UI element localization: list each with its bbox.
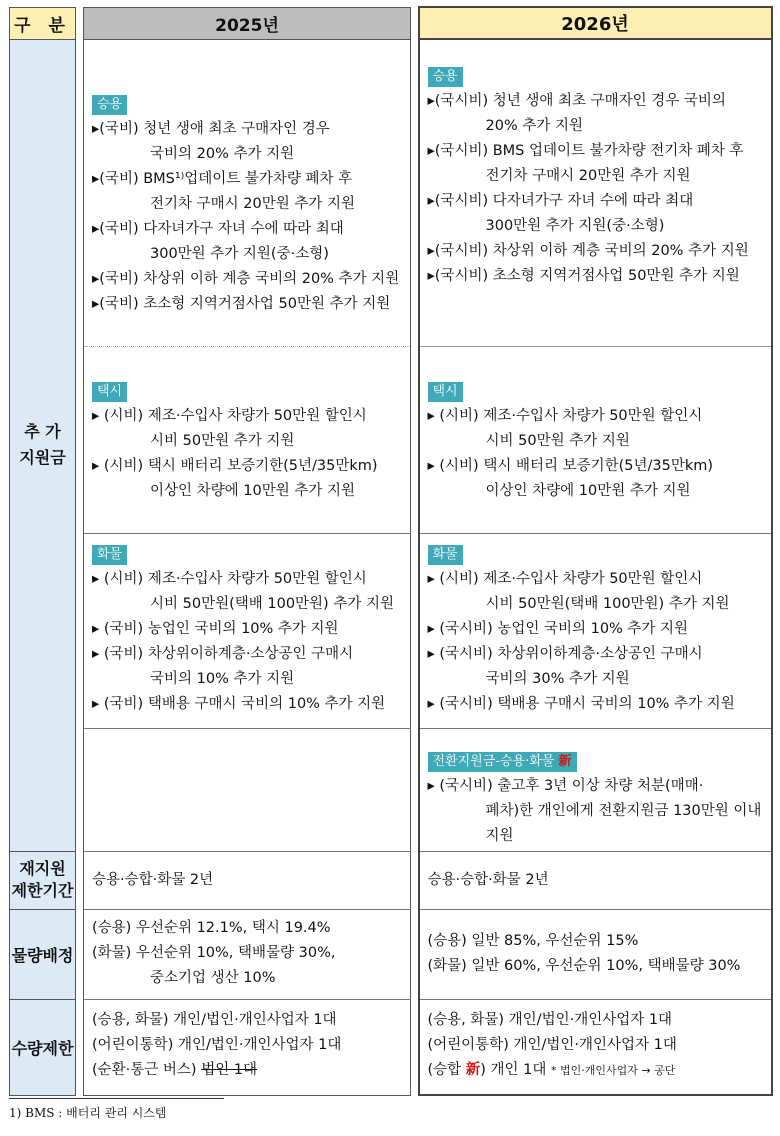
- bullet-item: [92, 217, 402, 267]
- footnote-divider: [9, 1098, 224, 1099]
- bullet-item: [428, 774, 763, 849]
- bullet-continuation: 전기차 구매시 20만원 추가 지원: [485, 168, 691, 184]
- header-2025: 2025년: [84, 7, 411, 39]
- category-period: 재지원 제한기간: [10, 851, 76, 909]
- bullet-line: ▸ (국비) 농업인 국비의 10% 추가 지원: [92, 620, 339, 637]
- bullet-line: ▸(국비) 다자녀가구 자녀 수에 따라 최대: [92, 220, 344, 237]
- header-category: 구 분: [10, 7, 76, 39]
- bullet-continuation: 국비의 30% 추가 지원: [485, 670, 630, 687]
- header-2026: 2026년: [419, 7, 772, 39]
- bullet-continuation: 시비 50만원(택배 100만원) 추가 지원: [150, 595, 394, 612]
- section-tag: 화물: [92, 545, 127, 565]
- bullet-line: ▸ (시비) 택시 배터리 보증기한(5년/35만km): [92, 457, 378, 474]
- limit-2026-line: (승용, 화물) 개인/법인·개인사업자 1대: [427, 1011, 673, 1028]
- limit-2025-line: (순환·통근 버스) 법인 1대: [92, 1061, 258, 1078]
- allocation-2026: [419, 909, 772, 999]
- bullet-line: ▸ (국시비) 차상위이하계층·소상공인 구매시: [427, 645, 703, 662]
- section-tag: 화물: [428, 545, 463, 565]
- bullet-item: [92, 567, 402, 617]
- limit-2025-line: (어린이통학) 개인/법인·개인사업자 1대: [92, 1036, 342, 1053]
- bullet-line: ▸ (국시비) 농업인 국비의 10% 추가 지원: [427, 620, 689, 637]
- taxi-2025: [84, 346, 411, 533]
- bullet-item: [428, 454, 763, 504]
- bullet-line: ▸ (국시비) 택배용 구매시 국비의 10% 추가 지원: [427, 695, 735, 712]
- allocation-2026-line: (승용) 일반 85%, 우선순위 15%: [427, 933, 639, 949]
- bullet-continuation: 300만원 추가 지원(중·소형): [485, 218, 665, 234]
- section-tag: 승용: [92, 95, 127, 115]
- bullet-item: [428, 264, 763, 289]
- allocation-2025-line: (승용) 우선순위 12.1%, 택시 19.4%: [92, 919, 331, 936]
- bullet-item: [92, 267, 402, 292]
- new-badge: 新: [558, 753, 572, 769]
- bullet-item: [92, 117, 402, 167]
- limit-2026: [419, 999, 772, 1095]
- category-limit: 수량제한: [10, 999, 76, 1095]
- bullet-item: [428, 139, 763, 189]
- bullet-item: [428, 617, 763, 642]
- category-additional: 추 가 지원금: [10, 39, 76, 851]
- bullet-line: ▸(국시비) 청년 생애 최초 구매자인 경우 국비의: [427, 93, 726, 109]
- struck-text: 법인 1대: [201, 1061, 258, 1078]
- bullet-line: ▸(국시비) 다자녀가구 자녀 수에 따라 최대: [427, 193, 694, 209]
- bullet-line: ▸(국비) 청년 생애 최초 구매자인 경우: [92, 120, 330, 137]
- passenger-2026: [419, 39, 772, 346]
- period-2025: 승용·승합·화물 2년: [84, 851, 411, 909]
- bullet-line: ▸ (시비) 제조·수입사 차량가 50만원 할인시: [427, 570, 703, 587]
- passenger-2025: [84, 39, 411, 346]
- bullet-continuation: 전기차 구매시 20만원 추가 지원: [150, 195, 355, 212]
- bullet-item: [428, 404, 763, 454]
- bullet-item: [92, 292, 402, 317]
- bullet-continuation: 국비의 20% 추가 지원: [150, 145, 295, 162]
- bullet-continuation: 20% 추가 지원: [485, 118, 583, 134]
- bullet-continuation: 이상인 차량에 10만원 추가 지원: [485, 482, 691, 499]
- bullet-line: ▸(국시비) 초소형 지역거점사업 50만원 추가 지원: [427, 268, 740, 284]
- truck-2025: [84, 533, 411, 728]
- bullet-item: [92, 692, 402, 717]
- footnote: 1) BMS : 배터리 관리 시스템: [9, 1106, 167, 1120]
- conversion-2026: [419, 728, 772, 851]
- bullet-item: [428, 239, 763, 264]
- bullet-item: [92, 617, 402, 642]
- limit-2025: [84, 999, 411, 1095]
- subsidy-comparison-table: [9, 6, 773, 1096]
- section-tag: 택시: [428, 382, 463, 402]
- bullet-continuation: 300만원 추가 지원(중·소형): [150, 245, 329, 262]
- section-tag: 승용: [428, 67, 463, 87]
- allocation-2026-line: (화물) 일반 60%, 우선순위 10%, 택배물량 30%: [427, 958, 741, 974]
- bullet-continuation: 시비 50만원 추가 지원: [485, 432, 630, 449]
- limit-2026-line: (승합 新) 개인 1대 * 법인·개인사업자 → 공단: [427, 1061, 676, 1078]
- allocation-2025-line: 중소기업 생산 10%: [150, 969, 276, 986]
- bullet-item: [428, 567, 763, 617]
- bullet-line: ▸ (국비) 택배용 구매시 국비의 10% 추가 지원: [92, 695, 386, 712]
- period-2026: 승용·승합·화물 2년: [419, 851, 772, 909]
- limit-note: * 법인·개인사업자 → 공단: [551, 1063, 676, 1077]
- bullet-item: [428, 189, 763, 239]
- bullet-line: ▸ (시비) 택시 배터리 보증기한(5년/35만km): [427, 457, 714, 474]
- bullet-line: ▸ (시비) 제조·수입사 차량가 50만원 할인시: [427, 407, 703, 424]
- bullet-continuation: 시비 50만원 추가 지원: [150, 432, 295, 449]
- allocation-2025: [84, 909, 411, 999]
- bullet-line: ▸(국비) BMS¹⁾업데이트 불가차량 폐차 후: [92, 170, 353, 187]
- bullet-line: ▸(국시비) 차상위 이하 계층 국비의 20% 추가 지원: [427, 243, 749, 259]
- bullet-line: ▸ (국시비) 출고후 3년 이상 차량 처분(매매·: [427, 777, 704, 794]
- bullet-line: ▸ (국비) 차상위이하계층·소상공인 구매시: [92, 645, 354, 662]
- bullet-line: ▸(국비) 차상위 이하 계층 국비의 20% 추가 지원: [92, 270, 400, 287]
- section-tag: 택시: [92, 382, 127, 402]
- bullet-item: [428, 692, 763, 717]
- taxi-2026: [419, 346, 772, 533]
- limit-2025-line: (승용, 화물) 개인/법인·개인사업자 1대: [92, 1011, 337, 1028]
- conversion-2025-empty: [84, 728, 411, 851]
- bullet-continuation: 이상인 차량에 10만원 추가 지원: [150, 482, 355, 499]
- bullet-item: [428, 642, 763, 692]
- bullet-item: [428, 89, 763, 139]
- section-tag: 전환지원금-승용·화물 新: [428, 752, 577, 772]
- limit-2026-line: (어린이통학) 개인/법인·개인사업자 1대: [427, 1036, 677, 1053]
- bullet-item: [92, 167, 402, 217]
- bullet-line: ▸(국시비) BMS 업데이트 불가차량 전기차 폐차 후: [427, 143, 744, 159]
- bullet-continuation: 폐차)한 개인에게 전환지원금 130만원 이내 지원: [485, 802, 762, 844]
- bullet-line: ▸ (시비) 제조·수입사 차량가 50만원 할인시: [92, 407, 367, 424]
- bullet-continuation: 국비의 10% 추가 지원: [150, 670, 295, 687]
- bullet-line: ▸(국비) 초소형 지역거점사업 50만원 추가 지원: [92, 295, 391, 312]
- bullet-continuation: 시비 50만원(택배 100만원) 추가 지원: [485, 595, 730, 612]
- allocation-2025-line: (화물) 우선순위 10%, 택배물량 30%,: [92, 944, 336, 961]
- bullet-line: ▸ (시비) 제조·수입사 차량가 50만원 할인시: [92, 570, 367, 587]
- bullet-item: [92, 642, 402, 692]
- truck-2026: [419, 533, 772, 728]
- bullet-item: [92, 404, 402, 454]
- new-badge: 新: [465, 1061, 481, 1078]
- category-allocation: 물량배정: [10, 909, 76, 999]
- bullet-item: [92, 454, 402, 504]
